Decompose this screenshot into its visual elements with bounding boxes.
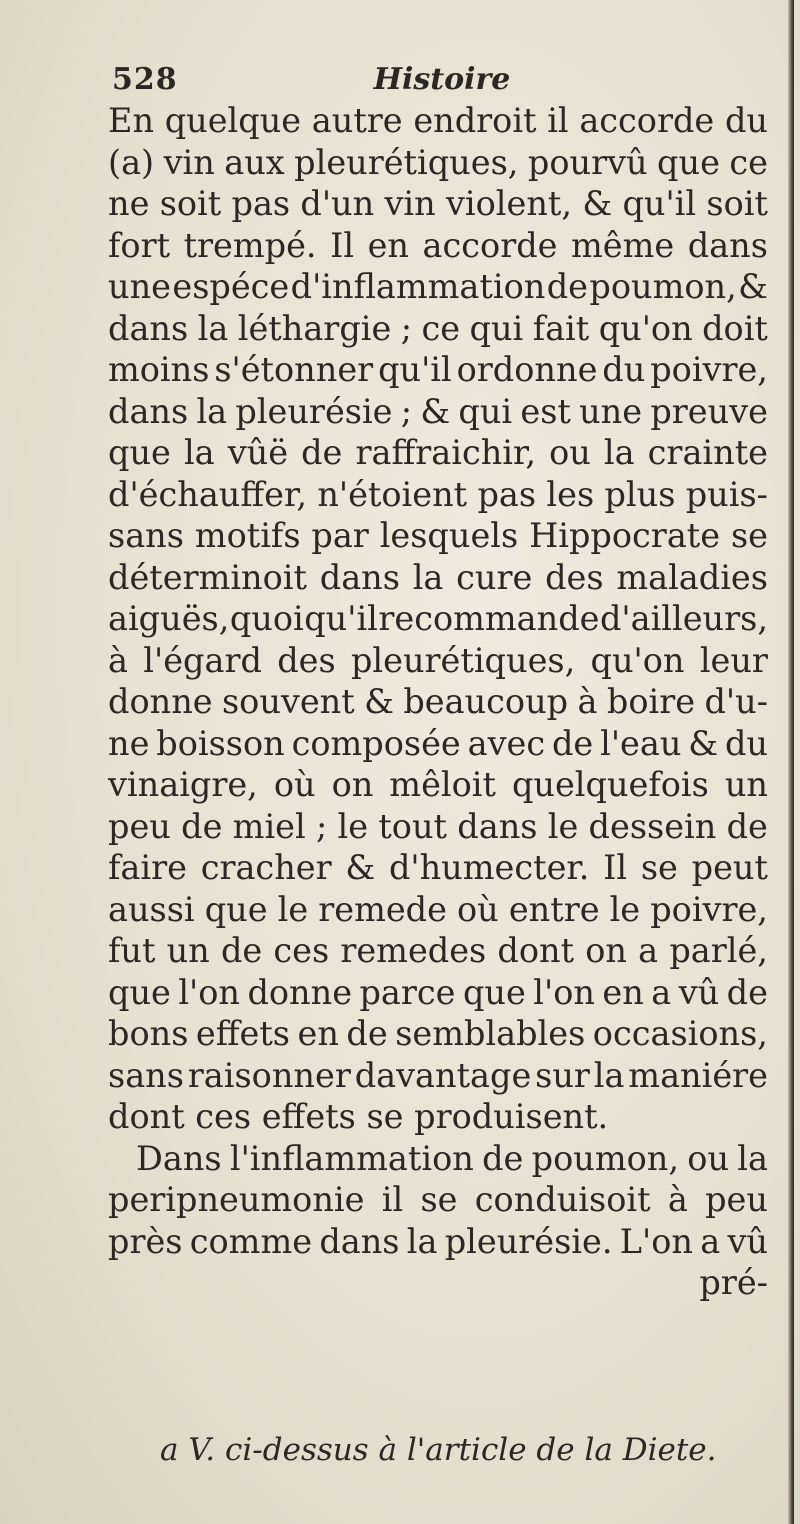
page-number: 528	[112, 62, 178, 97]
text-line: d'échauffer, n'étoient pas les plus puis-	[108, 474, 768, 514]
text-line: fort trempé. Il en accorde même dans	[108, 225, 768, 265]
text-line: (a) vin aux pleurétiques, pourvû que ce	[108, 142, 768, 182]
text-line: donne souvent & beaucoup à boire d'u-	[108, 682, 768, 721]
text-line: peu de miel ; le tout dans le dessein de	[108, 806, 768, 846]
text-line: vinaigre, où on mêloit quelquefois un	[108, 765, 768, 804]
text-line: fut un de ces remedes dont on a parlé,	[108, 931, 768, 970]
text-line: déterminoit dans la cure des maladies	[108, 557, 768, 597]
text-line: En quelque autre endroit il accorde du	[108, 101, 768, 140]
text-line: aussi que le remede où entre le poivre,	[108, 889, 768, 929]
body-text	[108, 100, 768, 1304]
text-line: dont ces effets se produisent.	[108, 1097, 609, 1136]
running-title: Histoire	[373, 62, 511, 97]
text-line: à l'égard des pleurétiques, qu'on leur	[108, 640, 768, 680]
text-line: ne boisson composée avec de l'eau & du	[108, 723, 768, 763]
page-header	[112, 62, 772, 102]
text-line: que l'on donne parce que l'on en a vû de	[108, 972, 768, 1012]
text-line: près comme dans la pleurésie. L'on a vû	[108, 1221, 768, 1261]
text-line: sans motifs par lesquels Hippocrate se	[108, 516, 768, 555]
text-line: Dans l'inflammation de poumon, ou la	[136, 1138, 768, 1178]
text-line: aiguës, quoi qu'il recommande d'ailleurs,	[108, 599, 768, 638]
page-edge-shadow	[788, 0, 794, 1524]
text-line: dans la pleurésie ; & qui est une preuve	[108, 391, 768, 431]
text-line: dans la léthargie ; ce qui fait qu'on doit	[108, 308, 768, 348]
text-line: moins s'étonner qu'il ordonne du poivre,	[108, 350, 768, 389]
text-line: une espéce d'inflammation de poumon, &	[108, 267, 768, 306]
text-line: que la vûë de raffraichir, ou la crainte	[108, 433, 768, 472]
text-line: ne soit pas d'un vin violent, & qu'il soit	[108, 184, 768, 223]
text-line: peripneumonie il se conduisoit à peu	[108, 1180, 768, 1219]
text-line: sans raisonner davantage sur la maniére	[108, 1055, 768, 1095]
text-line: bons effets en de semblables occasions,	[108, 1014, 768, 1053]
footnote: a V. ci-dessus à l'article de la Diete.	[160, 1432, 717, 1468]
catchword: pré-	[699, 1263, 768, 1302]
text-line: faire cracher & d'humecter. Il se peut	[108, 848, 768, 887]
